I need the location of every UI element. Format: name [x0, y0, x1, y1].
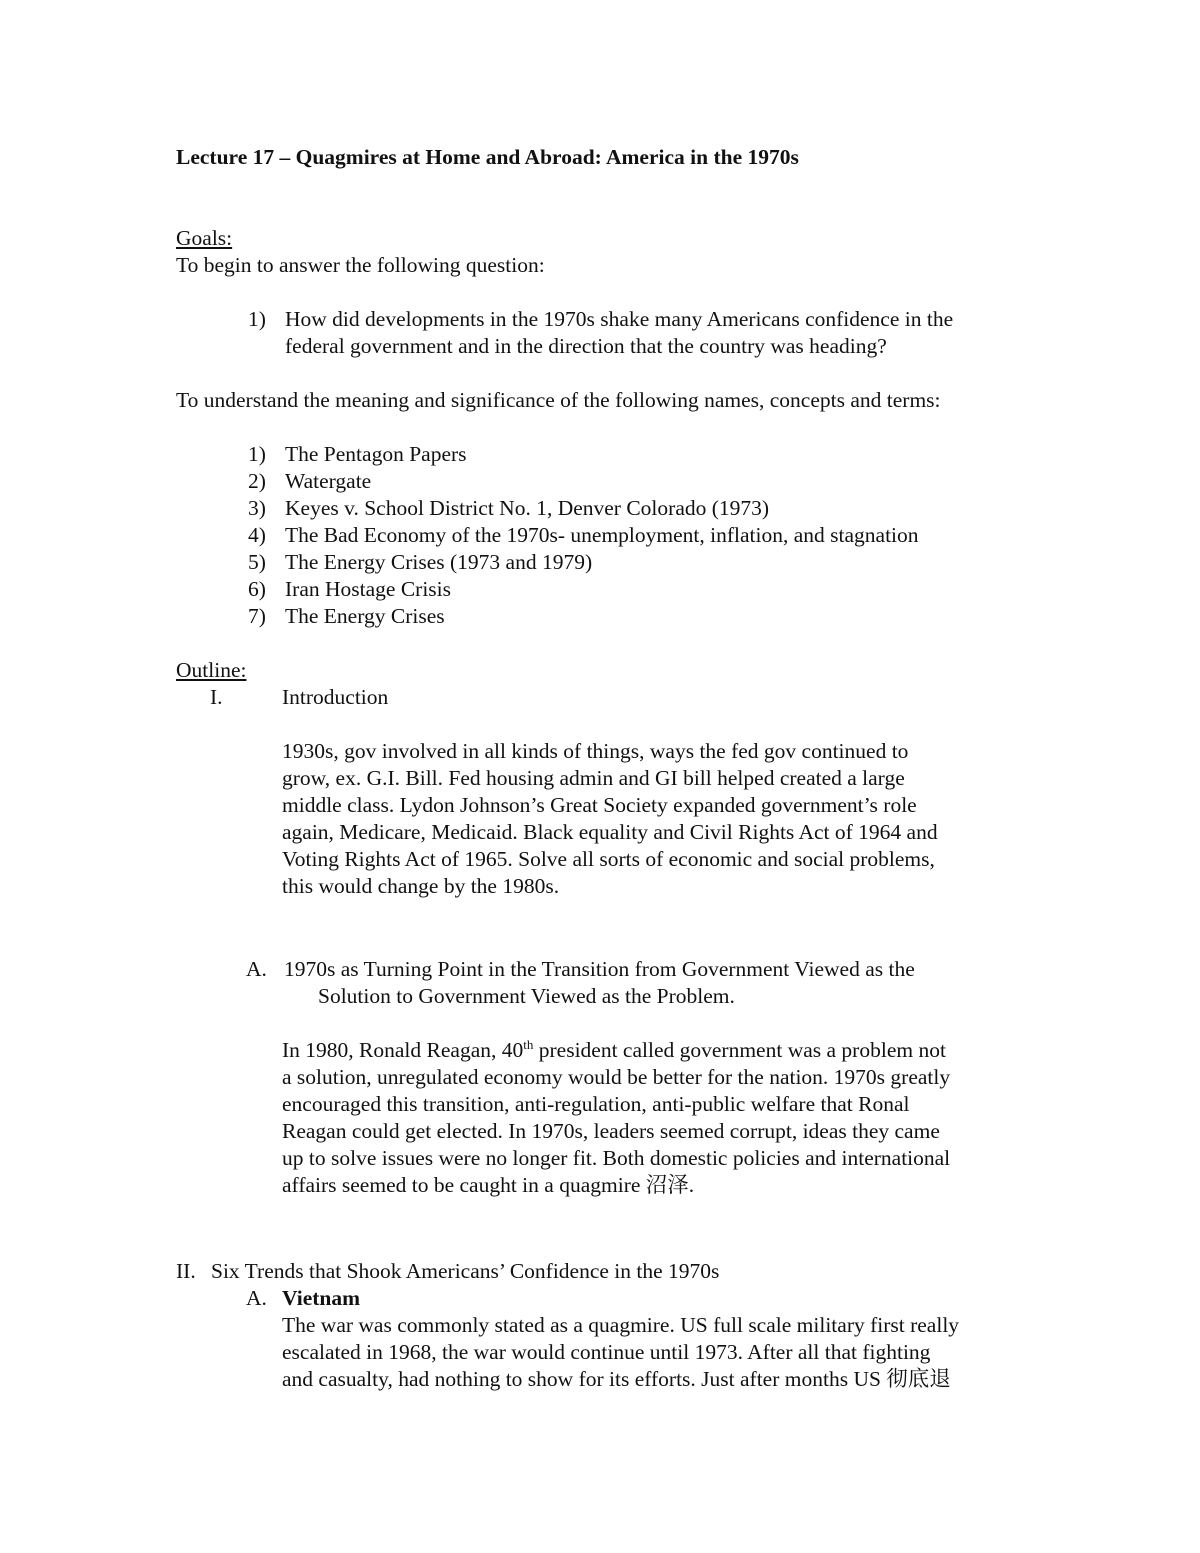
term-number: 6)	[248, 577, 266, 601]
section-2-number: II.	[176, 1259, 196, 1283]
note-text: president called government was a problem not	[533, 1038, 946, 1062]
section-1-notes	[282, 738, 938, 900]
term-number: 1)	[248, 442, 266, 466]
section-1a-notes	[282, 1037, 950, 1199]
note-line: this would change by the 1980s.	[282, 874, 560, 898]
note-line: again, Medicare, Medicaid. Black equality and Civil Rights Act of 1964 and	[282, 820, 938, 844]
goals-label: Goals:	[176, 226, 233, 250]
term-number: 7)	[248, 604, 266, 628]
term-number: 2)	[248, 469, 266, 493]
note-line: and casualty, had nothing to show for its efforts. Just after months US 彻底退	[282, 1367, 951, 1391]
note-line: The war was commonly stated as a quagmire. US full scale military first really	[282, 1313, 960, 1337]
section-1a-number: A.	[246, 957, 267, 981]
note-line: escalated in 1968, the war would continue until 1973. After all that fighting	[282, 1340, 931, 1364]
note-text: In 1980, Ronald Reagan, 40	[282, 1038, 524, 1062]
outline-label: Outline:	[176, 658, 247, 682]
section-1-heading: Introduction	[282, 685, 389, 709]
ordinal-suffix: th	[523, 1037, 534, 1052]
section-2a-notes	[282, 1312, 959, 1393]
note-line: grow, ex. G.I. Bill. Fed housing admin and GI bill helped created a large	[282, 766, 905, 790]
goals-intro: To begin to answer the following question:	[176, 253, 545, 277]
section-2-heading: Six Trends that Shook Americans’ Confidence in the 1970s	[211, 1259, 720, 1283]
note-line: middle class. Lydon Johnson’s Great Society expanded government’s role	[282, 793, 917, 817]
term-item: Keyes v. School District No. 1, Denver Colorado (1973)	[285, 496, 770, 520]
question-line-2: federal government and in the direction that the country was heading?	[285, 334, 887, 358]
note-line: up to solve issues were no longer fit. Both domestic policies and international	[282, 1146, 951, 1170]
note-line: 1930s, gov involved in all kinds of things, ways the fed gov continued to	[282, 739, 909, 763]
terms-intro: To understand the meaning and significance of the following names, concepts and terms:	[176, 388, 941, 412]
term-item: The Bad Economy of the 1970s- unemployment, inflation, and stagnation	[285, 523, 919, 547]
term-number: 3)	[248, 496, 266, 520]
section-2a-number: A.	[246, 1286, 267, 1310]
question-line-1: How did developments in the 1970s shake many Americans confidence in the	[285, 307, 954, 331]
term-number: 5)	[248, 550, 266, 574]
note-line: affairs seemed to be caught in a quagmire 沼泽.	[282, 1173, 695, 1197]
term-item: The Energy Crises	[285, 604, 445, 628]
term-item: The Energy Crises (1973 and 1979)	[285, 550, 593, 574]
note-line: Voting Rights Act of 1965. Solve all sorts of economic and social problems,	[282, 847, 935, 871]
note-line: a solution, unregulated economy would be better for the nation. 1970s greatly	[282, 1065, 951, 1089]
section-1a-heading-line-2: Solution to Government Viewed as the Problem.	[318, 984, 735, 1008]
section-1a-heading-line-1: 1970s as Turning Point in the Transition from Government Viewed as the	[284, 957, 915, 981]
section-1-number: I.	[210, 685, 223, 709]
note-line	[282, 1037, 950, 1064]
term-item: The Pentagon Papers	[285, 442, 467, 466]
term-item: Iran Hostage Crisis	[285, 577, 451, 601]
note-line: Reagan could get elected. In 1970s, leaders seemed corrupt, ideas they came	[282, 1119, 940, 1143]
term-number: 4)	[248, 523, 266, 547]
note-line: encouraged this transition, anti-regulation, anti-public welfare that Ronal	[282, 1092, 910, 1116]
section-2a-heading: Vietnam	[282, 1286, 361, 1310]
term-item: Watergate	[285, 469, 372, 493]
question-number: 1)	[248, 307, 266, 331]
page-title: Lecture 17 – Quagmires at Home and Abroad: America in the 1970s	[176, 145, 799, 169]
